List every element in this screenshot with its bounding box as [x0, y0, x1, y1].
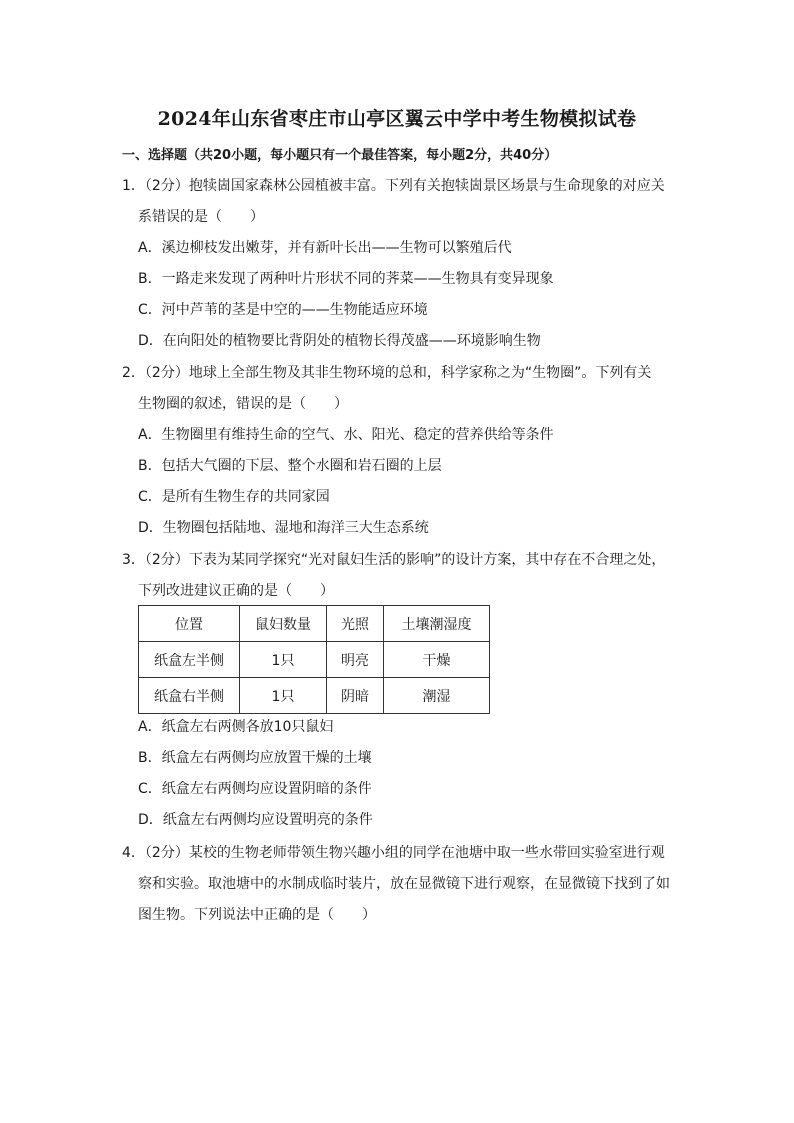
- question-3-option-b: B．纸盒左右两侧均应放置干燥的土壤: [138, 750, 372, 766]
- question-2-option-d: D．生物圈包括陆地、湿地和海洋三大生态系统: [138, 520, 429, 536]
- table-cell: 干燥: [384, 642, 490, 678]
- question-4-stem: 4．（2分）某校的生物老师带领生物兴趣小组的同学在池塘中取一些水带回实验室进行观: [122, 845, 665, 861]
- table-cell: 潮湿: [384, 678, 490, 714]
- question-2-option-c: C．是所有生物生存的共同家园: [138, 489, 330, 505]
- question-2-stem-cont: 生物圈的叙述，错误的是（ ）: [138, 396, 348, 412]
- question-3-stem-cont: 下列改进建议正确的是（ ）: [138, 583, 334, 599]
- question-3-option-d: D．纸盒左右两侧均应设置明亮的条件: [138, 812, 373, 828]
- experiment-table: [138, 605, 490, 714]
- table-cell: 1只: [240, 642, 327, 678]
- question-3-stem: 3．（2分）下表为某同学探究“光对鼠妇生活的影响”的设计方案，其中存在不合理之处，: [122, 552, 666, 568]
- question-4-stem-cont: 图生物。下列说法中正确的是（ ）: [138, 907, 376, 923]
- question-2-stem: 2．（2分）地球上全部生物及其非生物环境的总和，科学家称之为“生物圈”。下列有关: [122, 365, 652, 381]
- question-3-option-c: C．纸盒左右两侧均应设置阴暗的条件: [138, 781, 372, 797]
- question-2-option-b: B．包括大气圈的下层、整个水圈和岩石圈的上层: [138, 458, 442, 474]
- table-cell: 阴暗: [327, 678, 384, 714]
- table-row: [139, 642, 490, 678]
- page-title: 2024年山东省枣庄市山亭区翼云中学中考生物模拟试卷: [157, 108, 637, 130]
- section-heading: 一、选择题（共20小题，每小题只有一个最佳答案，每小题2分，共40分）: [122, 148, 558, 163]
- table-cell: 纸盒右半侧: [139, 678, 240, 714]
- table-header-cell: 位置: [139, 606, 240, 642]
- table-row: [139, 678, 490, 714]
- table-header-cell: 鼠妇数量: [240, 606, 327, 642]
- table-cell: 明亮: [327, 642, 384, 678]
- question-1-option-c: C．河中芦苇的茎是中空的——生物能适应环境: [138, 302, 428, 318]
- question-1-option-a: A．溪边柳枝发出嫩芽，并有新叶长出——生物可以繁殖后代: [138, 240, 512, 256]
- question-1-stem-cont: 系错误的是（ ）: [138, 209, 264, 225]
- table-cell: 纸盒左半侧: [139, 642, 240, 678]
- table-header-row: [139, 606, 490, 642]
- table-header-cell: 土壤潮湿度: [384, 606, 490, 642]
- question-4-stem-cont: 察和实验。取池塘中的水制成临时装片，放在显微镜下进行观察，在显微镜下找到了如: [138, 876, 670, 892]
- question-3-option-a: A．纸盒左右两侧各放10只鼠妇: [138, 719, 334, 735]
- table-header-cell: 光照: [327, 606, 384, 642]
- question-1-option-d: D．在向阳处的植物要比背阴处的植物长得茂盛——环境影响生物: [138, 333, 541, 349]
- question-1-stem: 1．（2分）抱犊崮国家森林公园植被丰富。下列有关抱犊崮景区场景与生命现象的对应关: [122, 178, 665, 194]
- question-1-option-b: B．一路走来发现了两种叶片形状不同的荠菜——生物具有变异现象: [138, 271, 554, 287]
- question-2-option-a: A．生物圈里有维持生命的空气、水、阳光、稳定的营养供给等条件: [138, 427, 554, 443]
- table-cell: 1只: [240, 678, 327, 714]
